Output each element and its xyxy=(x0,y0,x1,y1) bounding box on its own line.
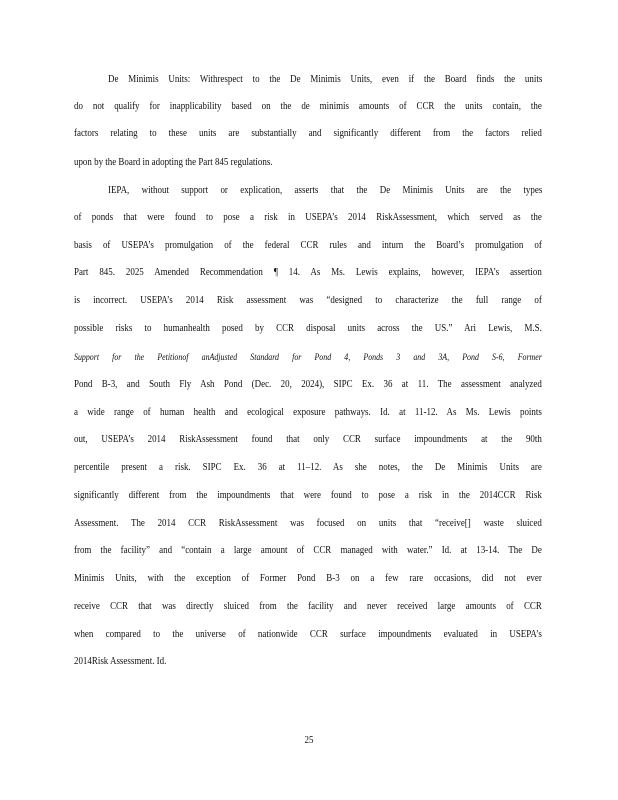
paragraph-line: of ponds that were found to pose a risk in USEPA’s 2014 RiskAssessment, which served as the xyxy=(74,212,542,223)
paragraph-line: receive CCR that was directly sluiced from the facility and never received large amounts of CCR xyxy=(74,601,542,612)
paragraph-line: possible risks to humanhealth posed by CCR disposal units across the US.” Ari Lewis, M.S. xyxy=(74,323,542,334)
paragraph-line: out, USEPA’s 2014 RiskAssessment found that only CCR surface impoundments at the 90th xyxy=(74,434,542,445)
paragraph-line: Assessment. The 2014 CCR RiskAssessment was focused on units that “receive[] waste sluiced xyxy=(74,518,542,529)
paragraph-line: 2014Risk Assessment. Id. xyxy=(74,656,167,667)
paragraph-line: from the facility” and “contain a large amount of CCR managed with water.” Id. at 13-14. The De xyxy=(74,545,542,556)
paragraph-line: is incorrect. USEPA’s 2014 Risk assessment was “designed to characterize the full range of xyxy=(74,295,542,306)
paragraph-line: Pond B-3, and South Fly Ash Pond (Dec. 20, 2024), SIPC Ex. 36 at 11. The assessment analyzed xyxy=(74,379,542,390)
paragraph-line: IEPA, without support or explication, asserts that the De Minimis Units are the types xyxy=(108,185,543,196)
paragraph-line: percentile present a risk. SIPC Ex. 36 at 11–12. As she notes, the De Minimis Units are xyxy=(74,462,542,473)
paragraph-line: Minimis Units, with the exception of Former Pond B-3 on a few rare occasions, did not ever xyxy=(74,573,542,584)
paragraph-line: significantly different from the impoundments that were found to pose a risk in the 2014CCR Risk xyxy=(74,490,542,501)
page-number: 25 xyxy=(304,735,314,746)
paragraph-line: a wide range of human health and ecological exposure pathways. Id. at 11-12. As Ms. Lewis points xyxy=(74,407,542,418)
paragraph-line: basis of USEPA’s promulgation of the federal CCR rules and inturn the Board’s promulgation of xyxy=(74,240,542,251)
paragraph-line: upon by the Board in adopting the Part 845 regulations. xyxy=(74,157,273,168)
paragraph-line: do not qualify for inapplicability based on the de minimis amounts of CCR the units contain, the xyxy=(74,101,542,112)
paragraph-line: when compared to the universe of nationwide CCR surface impoundments evaluated in USEPA’s xyxy=(74,629,542,640)
citation-line: Support for the Petitionof anAdjusted Standard for Pond 4, Ponds 3 and 3A, Pond S-6, Former xyxy=(74,352,542,362)
paragraph-line: Part 845. 2025 Amended Recommendation ¶ 14. As Ms. Lewis explains, however, IEPA’s assertion xyxy=(74,267,542,278)
paragraph-line: factors relating to these units are substantially and significantly different from the factors relied xyxy=(74,128,542,139)
paragraph-line: De Minimis Units: Withrespect to the De Minimis Units, even if the Board finds the units xyxy=(108,74,543,85)
